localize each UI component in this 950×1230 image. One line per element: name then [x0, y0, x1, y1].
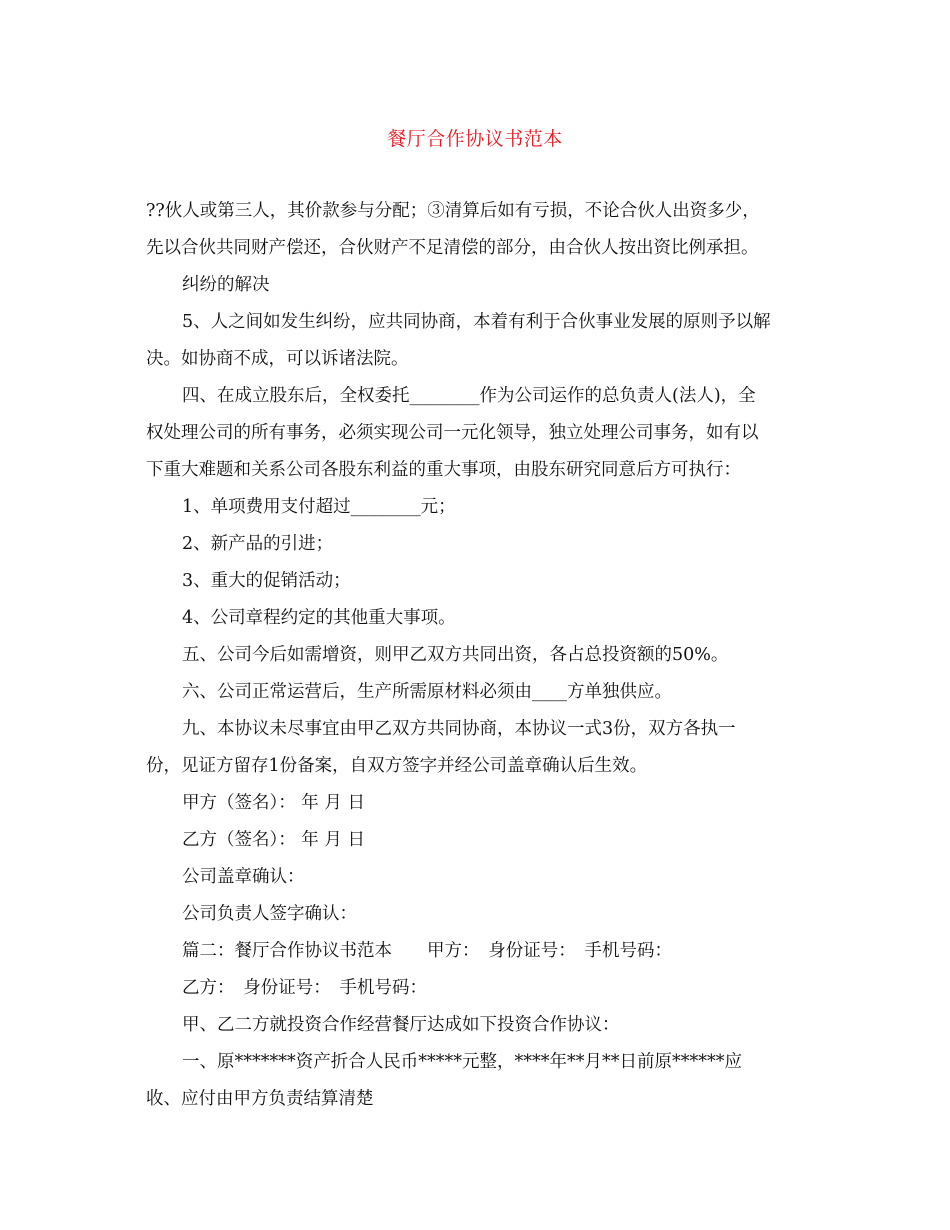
document-line: 收、应付由甲方负责结算清楚	[146, 1089, 374, 1109]
document-line: 甲、乙二方就投资合作经营餐厅达成如下投资合作协议：	[182, 1015, 620, 1035]
document-line: 五、公司今后如需增资，则甲乙双方共同出资，各占总投资额的50%。	[182, 645, 729, 665]
document-body	[146, 193, 806, 1118]
document-line: 乙方： 身份证号： 手机号码：	[182, 978, 427, 998]
document-line: 九、本协议未尽事宜由甲乙双方共同协商，本协议一式3份，双方各执一	[182, 719, 736, 739]
document-line: 四、在成立股东后，全权委托________作为公司运作的总负责人(法人)，全	[182, 386, 756, 406]
document-line: 2、新产品的引进；	[182, 534, 334, 554]
document-line: 决。如协商不成，可以诉诸法院。	[146, 349, 409, 369]
document-line: 篇二：餐厅合作协议书范本 甲方： 身份证号： 手机号码：	[182, 941, 672, 961]
document-line: 下重大难题和关系公司各股东利益的重大事项，由股东研究同意后方可执行：	[146, 460, 741, 480]
document-line: 公司负责人签字确认：	[182, 904, 357, 924]
document-line: 纠纷的解决	[182, 275, 270, 295]
document-line: 甲方（签名）： 年 月 日	[182, 793, 365, 813]
document-line: 乙方（签名）： 年 月 日	[182, 830, 365, 850]
document-line: 一、原*******资产折合人民币*****元整，****年**月**日前原******应	[182, 1052, 742, 1072]
document-line: 份，见证方留存1份备案，自双方签字并经公司盖章确认后生效。	[146, 756, 648, 776]
document-line: 权处理公司的所有事务，必须实现公司一元化领导，独立处理公司事务，如有以	[146, 423, 759, 443]
document-line: 5、人之间如发生纠纷，应共同协商，本着有利于合伙事业发展的原则予以解	[182, 312, 771, 332]
document-title: 餐厅合作协议书范本	[387, 128, 563, 150]
document-line: 1、单项费用支付超过________元；	[182, 497, 456, 517]
document-line: 3、重大的促销活动；	[182, 571, 351, 591]
document-line: ??伙人或第三人，其价款参与分配；③清算后如有亏损，不论合伙人出资多少，	[146, 201, 760, 221]
document-line: 4、公司章程约定的其他重大事项。	[182, 608, 456, 628]
document-line: 先以合伙共同财产偿还，合伙财产不足清偿的部分，由合伙人按出资比例承担。	[146, 238, 759, 258]
document-line: 六、公司正常运营后，生产所需原材料必须由____方单独供应。	[182, 682, 672, 702]
document-line: 公司盖章确认：	[182, 867, 305, 887]
